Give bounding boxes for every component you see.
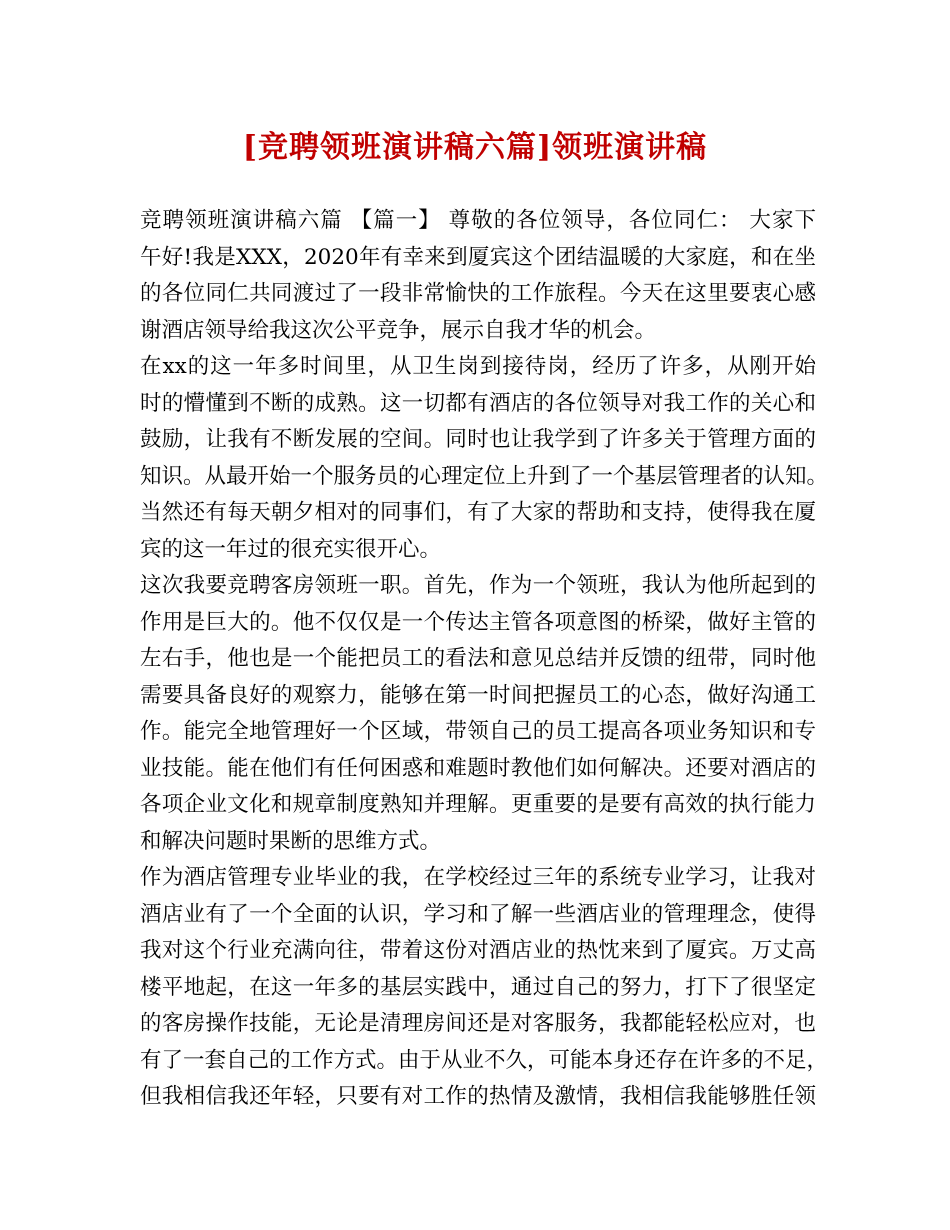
body-line: 业技能。能在他们有任何困惑和难题时教他们如何解决。还要对酒店的 (140, 755, 816, 781)
body-line: 午好!我是XXX，2020年有幸来到厦宾这个团结温暖的大家庭，和在坐 (140, 244, 816, 270)
body-line: 这次我要竞聘客房领班一职。首先，作为一个领班，我认为他所起到的 (140, 573, 816, 598)
body-line: 和解决问题时果断的思维方式。 (140, 828, 442, 854)
document-body (140, 203, 829, 1116)
body-line: 谢酒店领导给我这次公平竞争，展示自我才华的机会。 (140, 317, 657, 343)
body-line: 酒店业有了一个全面的认识，学习和了解一些酒店业的管理理念，使得 (140, 901, 816, 927)
body-line: 知识。从最开始一个服务员的心理定位上升到了一个基层管理者的认知。 (140, 463, 829, 489)
body-line: 楼平地起，在这一年多的基层实践中，通过自己的努力，打下了很坚定 (140, 974, 816, 1000)
body-line: 但我相信我还年轻，只要有对工作的热情及激情，我相信我能够胜任领 (140, 1084, 816, 1109)
document-title: [竞聘领班演讲稿六篇]领班演讲稿 (242, 130, 708, 165)
body-line: 各项企业文化和规章制度熟知并理解。更重要的是要有高效的执行能力 (140, 792, 816, 817)
body-line: 需要具备良好的观察力，能够在第一时间把握员工的心态，做好沟通工 (140, 682, 816, 708)
body-line: 在xx的这一年多时间里，从卫生岗到接待岗，经历了许多，从刚开始 (140, 354, 816, 379)
body-line: 的各位同仁共同渡过了一段非常愉快的工作旅程。今天在这里要衷心感 (140, 281, 816, 306)
body-line: 左右手，他也是一个能把员工的看法和意见总结并反馈的纽带，同时他 (140, 646, 816, 671)
body-line: 的客房操作技能，无论是清理房间还是对客服务，我都能轻松应对，也 (140, 1011, 816, 1036)
body-line: 宾的这一年过的很充实很开心。 (140, 536, 442, 562)
body-line: 有了一套自己的工作方式。由于从业不久，可能本身还存在许多的不足， (140, 1047, 829, 1073)
body-line: 竞聘领班演讲稿六篇 【篇一】 尊敬的各位领导，各位同仁： 大家下 (140, 208, 816, 233)
body-line: 鼓励，让我有不断发展的空间。同时也让我学到了许多关于管理方面的 (140, 427, 816, 452)
body-line: 时的懵懂到不断的成熟。这一切都有酒店的各位领导对我工作的关心和 (140, 390, 816, 416)
body-line: 作。能完全地管理好一个区域，带领自己的员工提高各项业务知识和专 (140, 719, 816, 744)
body-line: 当然还有每天朝夕相对的同事们，有了大家的帮助和支持，使得我在厦 (140, 500, 816, 525)
body-line: 作为酒店管理专业毕业的我，在学校经过三年的系统专业学习，让我对 (140, 865, 816, 890)
body-line: 作用是巨大的。他不仅仅是一个传达主管各项意图的桥梁，做好主管的 (140, 609, 816, 635)
body-line: 我对这个行业充满向往，带着这份对酒店业的热忱来到了厦宾。万丈高 (140, 938, 816, 963)
